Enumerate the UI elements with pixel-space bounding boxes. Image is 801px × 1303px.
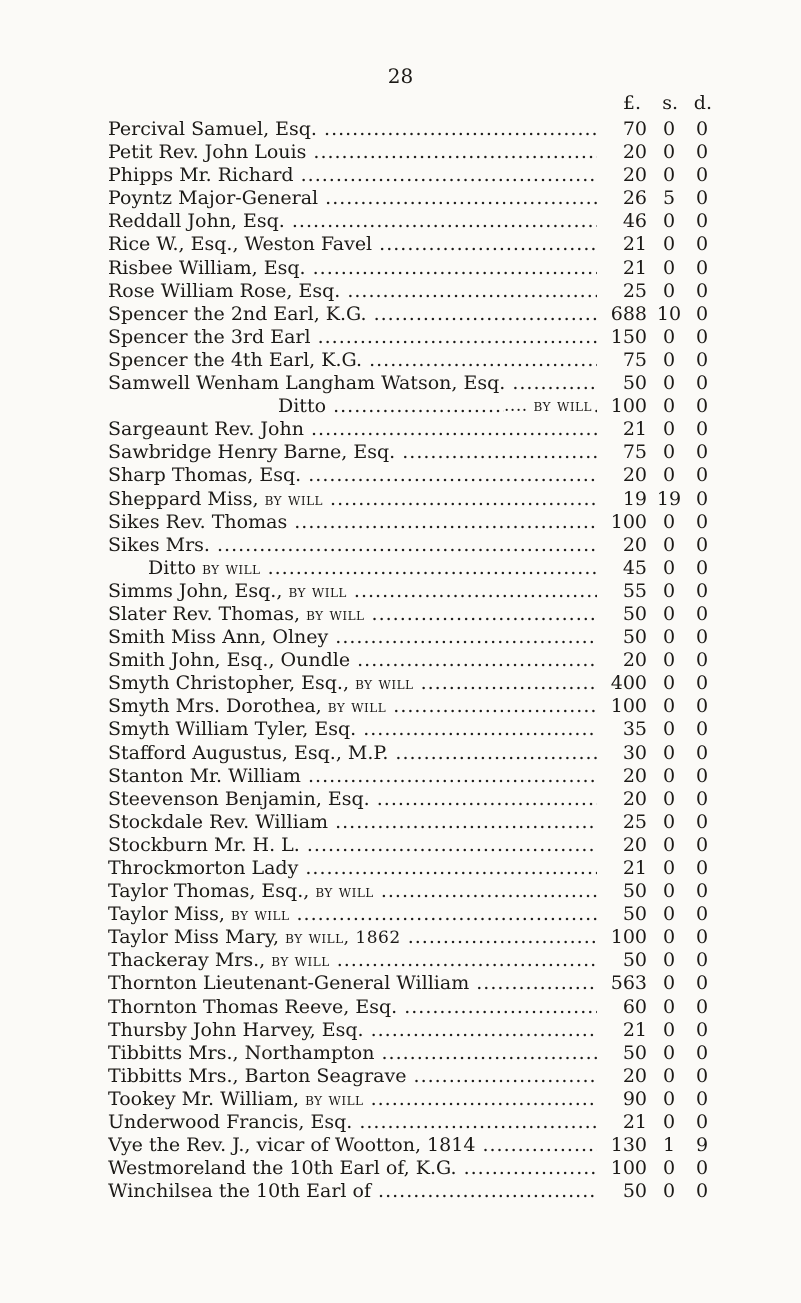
pounds-value: 20 (622, 1064, 647, 1087)
subscriber-name (108, 926, 597, 950)
subscriber-name (108, 557, 597, 581)
pounds-value: 21 (622, 1111, 647, 1134)
shillings-value: 0 (662, 718, 676, 741)
list-item (108, 349, 712, 372)
list-item (108, 926, 712, 949)
subscriber-name (108, 603, 597, 627)
pence-value: 0 (695, 487, 709, 510)
subscriber-name-text: Throckmorton Lady (108, 857, 299, 879)
list-item (108, 857, 712, 880)
shillings-value: 0 (662, 1064, 676, 1087)
pence-value: 0 (695, 256, 709, 279)
list-item (108, 534, 712, 557)
subscriber-name (108, 534, 597, 557)
list-item (108, 326, 712, 349)
pounds-value: 21 (622, 857, 647, 879)
pounds-value: 46 (622, 210, 647, 233)
subscriber-name-text: Spencer the 2nd Earl, K.G. (108, 302, 367, 325)
list-item (108, 164, 712, 187)
subscriber-name-text: Tookey Mr. William, (108, 1087, 300, 1110)
column-headers (108, 92, 712, 120)
shillings-value: 0 (662, 279, 676, 302)
subscriber-name-text: Spencer the 4th Earl, K.G. (108, 348, 363, 371)
pence-value: 0 (695, 164, 709, 187)
subscriber-name-text: Smyth Christopher, Esq., (108, 672, 350, 695)
pounds-value: 30 (622, 741, 647, 764)
list-item (108, 903, 712, 926)
list-item (108, 1180, 712, 1203)
list-item (108, 1088, 712, 1111)
pence-value: 0 (695, 1180, 709, 1203)
subscriber-name-text: Underwood Francis, Esq. (108, 1111, 353, 1134)
subscriber-name (108, 788, 597, 811)
list-item (108, 464, 712, 487)
pounds-value: 26 (622, 187, 647, 210)
list-item (108, 418, 712, 441)
pounds-value: 55 (622, 579, 647, 602)
pence-value: 0 (695, 995, 709, 1018)
subscriber-name (108, 1065, 597, 1088)
pence-value: 0 (695, 141, 709, 164)
subscriber-name (108, 118, 597, 141)
shillings-value: 0 (662, 556, 676, 579)
pence-value: 0 (695, 210, 709, 233)
shillings-value: 0 (662, 972, 676, 995)
pence-value: 0 (695, 118, 709, 140)
shillings-value: 0 (662, 256, 676, 279)
pounds-value: 75 (622, 348, 647, 371)
list-item (108, 603, 712, 626)
subscriber-name-text: Steevenson Benjamin, Esq. (108, 787, 370, 810)
list-item (108, 233, 712, 256)
subscriber-name (108, 972, 597, 995)
pence-value: 0 (695, 672, 709, 695)
subscriber-name (108, 326, 597, 349)
pence-value: 0 (695, 880, 709, 903)
list-item (108, 695, 712, 718)
shillings-value: 0 (662, 880, 676, 903)
subscriber-name (108, 164, 597, 187)
pounds-value: 45 (622, 556, 647, 579)
list-item (108, 949, 712, 972)
subscriber-name-text: Taylor Miss, (108, 903, 225, 926)
subscriber-name (108, 742, 597, 765)
subscriber-name (108, 718, 597, 741)
subscriber-name (108, 834, 597, 857)
list-item (108, 557, 712, 580)
list-item (108, 672, 712, 695)
shillings-value: 0 (662, 1087, 676, 1110)
pounds-value: 35 (622, 718, 647, 741)
shillings-value: 19 (656, 487, 682, 510)
shillings-value: 0 (662, 833, 676, 856)
pounds-value: 100 (610, 695, 647, 718)
pence-value: 0 (695, 441, 709, 464)
pence-value: 0 (695, 1111, 709, 1134)
subscriber-name (108, 880, 597, 904)
list-item (108, 1134, 712, 1157)
shillings-value: 0 (662, 741, 676, 764)
list-item (108, 303, 712, 326)
pence-value: 0 (695, 464, 709, 487)
pounds-value: 50 (622, 602, 647, 625)
pence-value: 0 (695, 579, 709, 602)
pence-header: d. (693, 92, 712, 114)
shillings-value: 0 (662, 926, 676, 949)
subscriber-name (108, 857, 597, 880)
pence-value: 0 (695, 903, 709, 926)
shillings-value: 0 (662, 118, 676, 140)
bequest-note: by will (202, 558, 261, 579)
shillings-value: 0 (662, 233, 676, 256)
pence-value: 0 (695, 418, 709, 441)
subscriber-name (108, 811, 597, 834)
shillings-value: 0 (662, 164, 676, 187)
list-item (108, 395, 712, 418)
bequest-note: .... by will (504, 395, 592, 418)
shillings-value: 10 (656, 302, 682, 325)
pounds-value: 25 (622, 279, 647, 302)
pounds-value: 20 (622, 787, 647, 810)
subscriber-name-text: Rose William Rose, Esq. (108, 279, 341, 302)
list-item (108, 1157, 712, 1180)
subscriber-name (108, 695, 597, 719)
list-item (108, 788, 712, 811)
subscriber-name-text: Tibbitts Mrs., Northampton (108, 1041, 375, 1064)
pounds-value: 19 (622, 487, 647, 510)
pounds-value: 100 (610, 926, 647, 949)
pounds-value: 50 (622, 372, 647, 395)
pence-value: 0 (695, 926, 709, 949)
subscriber-name-text: Petit Rev. John Louis (108, 141, 307, 164)
list-item (108, 765, 712, 788)
pence-value: 0 (695, 833, 709, 856)
shillings-value: 0 (662, 372, 676, 395)
subscriber-name-text: Winchilsea the 10th Earl of (108, 1180, 372, 1203)
pence-value: 0 (695, 233, 709, 256)
pounds-value: 20 (622, 164, 647, 187)
pounds-value: 130 (610, 1134, 647, 1157)
pounds-value: 563 (610, 972, 647, 995)
subscriber-name (108, 1180, 597, 1203)
subscriber-name (108, 672, 597, 696)
subscriber-name (108, 349, 597, 372)
list-item (108, 649, 712, 672)
shillings-value: 0 (662, 579, 676, 602)
pence-value: 0 (695, 372, 709, 395)
pounds-value: 50 (622, 880, 647, 903)
subscriber-list (108, 118, 712, 1203)
pounds-value: 100 (610, 510, 647, 533)
list-item (108, 441, 712, 464)
subscriber-name (108, 1111, 597, 1134)
subscriber-name-text: Smith Miss Ann, Olney (108, 626, 329, 649)
pence-value: 0 (695, 695, 709, 718)
subscriber-name-text: Reddall John, Esq. (108, 210, 285, 233)
list-item (108, 1065, 712, 1088)
subscriber-name-text: Rice W., Esq., Weston Favel (108, 233, 373, 256)
list-item (108, 187, 712, 210)
subscriber-name-text: Stanton Mr. William (108, 764, 301, 787)
pence-value: 0 (695, 857, 709, 879)
pence-value: 0 (695, 279, 709, 302)
subscriber-name (108, 580, 597, 604)
subscriber-name-text: Thornton Thomas Reeve, Esq. (108, 995, 398, 1018)
subscriber-name (108, 903, 597, 927)
bequest-note: by will (264, 489, 324, 510)
subscriber-name-text: Thursby John Harvey, Esq. (108, 1018, 364, 1041)
subscriber-name (108, 141, 597, 164)
subscriber-name-text: Taylor Thomas, Esq., (108, 880, 310, 903)
list-item (108, 811, 712, 834)
list-item (108, 972, 712, 995)
shillings-value: 0 (662, 649, 676, 672)
bequest-note: by will, 1862 (285, 928, 401, 949)
subscriber-name (108, 441, 597, 464)
subscriber-name (108, 464, 597, 487)
pence-value: 9 (695, 1134, 709, 1157)
shillings-value: 0 (662, 1180, 676, 1203)
shillings-value: 0 (662, 764, 676, 787)
bequest-note: by will (231, 905, 290, 926)
pounds-value: 60 (622, 995, 647, 1018)
subscriber-name (108, 626, 597, 649)
pence-value: 0 (695, 395, 709, 418)
pounds-value: 21 (622, 256, 647, 279)
shillings-value: 0 (662, 1111, 676, 1134)
pounds-value: 90 (622, 1087, 647, 1110)
pounds-value: 70 (622, 118, 647, 140)
pence-value: 0 (695, 764, 709, 787)
pounds-value: 688 (610, 302, 647, 325)
list-item (108, 834, 712, 857)
subscriber-name-text: Spencer the 3rd Earl (108, 325, 311, 348)
list-item (108, 880, 712, 903)
subscriber-name-text: Smyth William Tyler, Esq. (108, 718, 357, 741)
subscriber-name (108, 418, 597, 441)
shillings-value: 5 (662, 187, 676, 210)
pounds-header: £. (622, 92, 641, 114)
pounds-value: 50 (622, 626, 647, 649)
subscriber-name-text: Phipps Mr. Richard (108, 164, 294, 187)
shillings-value: 0 (662, 903, 676, 926)
subscriber-name-text: Vye the Rev. J., vicar of Wootton, 1814 (108, 1134, 476, 1157)
shillings-value: 0 (662, 787, 676, 810)
list-item (108, 280, 712, 303)
pence-value: 0 (695, 810, 709, 833)
pounds-value: 20 (622, 464, 647, 487)
subscriber-name (108, 1019, 597, 1042)
shillings-value: 0 (662, 395, 676, 418)
pounds-value: 50 (622, 903, 647, 926)
subscriber-name (108, 1088, 597, 1112)
pence-value: 0 (695, 649, 709, 672)
shillings-value: 0 (662, 602, 676, 625)
list-item (108, 1042, 712, 1065)
page-number: 28 (387, 64, 414, 88)
bequest-note: by will (327, 697, 387, 718)
list-item (108, 118, 712, 141)
pence-value: 0 (695, 1064, 709, 1087)
shillings-value: 0 (662, 210, 676, 233)
pence-value: 0 (695, 602, 709, 625)
shillings-value: 0 (662, 325, 676, 348)
subscriber-name-text: Samwell Wenham Langham Watson, Esq. (108, 372, 506, 395)
pence-value: 0 (695, 302, 709, 325)
bequest-note: by will (271, 951, 330, 972)
subscriber-name-text: Slater Rev. Thomas, (108, 602, 301, 625)
list-item (108, 1019, 712, 1042)
pounds-value: 21 (622, 233, 647, 256)
pounds-value: 20 (622, 833, 647, 856)
list-item (108, 372, 712, 395)
shillings-value: 0 (662, 441, 676, 464)
shillings-value: 0 (662, 141, 676, 164)
shillings-value: 0 (662, 995, 676, 1018)
subscriber-name (108, 1134, 597, 1157)
subscriber-name-text: Smyth Mrs. Dorothea, (108, 695, 322, 718)
pence-value: 0 (695, 718, 709, 741)
pounds-value: 20 (622, 649, 647, 672)
subscriber-name (108, 257, 597, 280)
pounds-value: 50 (622, 949, 647, 972)
subscriber-name-text: Stafford Augustus, Esq., M.P. (108, 741, 389, 764)
pence-value: 0 (695, 972, 709, 995)
list-item (108, 626, 712, 649)
subscriber-name-text: Thackeray Mrs., (108, 949, 266, 972)
subscriber-name (108, 488, 597, 512)
subscriber-name (108, 303, 597, 326)
subscriber-name (108, 649, 597, 672)
shillings-header: s. (662, 92, 678, 114)
subscriber-name (108, 511, 597, 534)
pounds-value: 75 (622, 441, 647, 464)
shillings-value: 0 (662, 672, 676, 695)
shillings-value: 0 (662, 949, 676, 972)
pence-value: 0 (695, 741, 709, 764)
subscriber-name-text: Tibbitts Mrs., Barton Seagrave (108, 1064, 407, 1087)
subscriber-name (108, 765, 597, 788)
bequest-note: by will (288, 581, 347, 602)
pence-value: 0 (695, 510, 709, 533)
pence-value: 0 (695, 1041, 709, 1064)
subscriber-name (108, 187, 597, 210)
pence-value: 0 (695, 626, 709, 649)
subscriber-name-text: Taylor Miss Mary, (108, 926, 280, 949)
shillings-value: 0 (662, 418, 676, 441)
subscriber-name (108, 210, 597, 233)
pence-value: 0 (695, 556, 709, 579)
shillings-value: 0 (662, 510, 676, 533)
subscriber-name-text: Percival Samuel, Esq. (108, 118, 317, 140)
subscriber-name (108, 1042, 597, 1065)
shillings-value: 0 (662, 1018, 676, 1041)
subscriber-name-text: Westmoreland the 10th Earl of, K.G. (108, 1157, 457, 1180)
shillings-value: 0 (662, 464, 676, 487)
subscriber-name-text: Sharp Thomas, Esq. (108, 464, 302, 487)
subscriber-name-text: Sargeaunt Rev. John (108, 418, 304, 441)
shillings-value: 0 (662, 1041, 676, 1064)
list-item (108, 141, 712, 164)
subscriber-name (108, 280, 597, 303)
subscriber-name-text: Smith John, Esq., Oundle (108, 649, 351, 672)
subscriber-name-text: Sikes Mrs. (108, 533, 210, 556)
pence-value: 0 (695, 1157, 709, 1180)
bequest-note: by will (355, 674, 414, 695)
pence-value: 0 (695, 1087, 709, 1110)
pounds-value: 150 (610, 325, 647, 348)
subscriber-name (108, 372, 597, 395)
subscriber-name-text: Poyntz Major-General (108, 187, 319, 210)
pounds-value: 100 (610, 395, 647, 418)
subscriber-name-text: Sawbridge Henry Barne, Esq. (108, 441, 396, 464)
list-item (108, 996, 712, 1019)
bequest-note: by will (305, 1089, 364, 1110)
pounds-value: 20 (622, 533, 647, 556)
subscriber-name-text: Stockburn Mr. H. L. (108, 833, 300, 856)
shillings-value: 0 (662, 348, 676, 371)
shillings-value: 0 (662, 1157, 676, 1180)
subscriber-name (108, 1157, 597, 1180)
pence-value: 0 (695, 787, 709, 810)
shillings-value: 0 (662, 626, 676, 649)
pounds-value: 50 (622, 1180, 647, 1203)
pounds-value: 21 (622, 418, 647, 441)
list-item (108, 488, 712, 511)
pence-value: 0 (695, 348, 709, 371)
list-item (108, 1111, 712, 1134)
bequest-note: by will (315, 882, 374, 903)
shillings-value: 0 (662, 857, 676, 879)
pence-value: 0 (695, 949, 709, 972)
shillings-value: 1 (662, 1134, 676, 1157)
pounds-value: 20 (622, 141, 647, 164)
subscriber-name (108, 233, 597, 256)
pounds-value: 21 (622, 1018, 647, 1041)
subscriber-name (108, 996, 597, 1019)
list-item (108, 742, 712, 765)
pence-value: 0 (695, 1018, 709, 1041)
subscriber-name-text: Sheppard Miss, (108, 487, 259, 510)
list-item (108, 257, 712, 280)
subscriber-name-text: Stockdale Rev. William (108, 810, 329, 833)
subscriber-name-text: Risbee William, Esq. (108, 256, 306, 279)
subscriber-name-text: Ditto (108, 395, 326, 417)
subscriber-name-text: Simms John, Esq., (108, 579, 283, 602)
pounds-value: 50 (622, 1041, 647, 1064)
pence-value: 0 (695, 187, 709, 210)
subscriber-name-text: Thornton Lieutenant-General William (108, 972, 470, 995)
pence-value: 0 (695, 533, 709, 556)
shillings-value: 0 (662, 695, 676, 718)
pounds-value: 20 (622, 764, 647, 787)
subscriber-name-text: Ditto (148, 556, 197, 579)
list-item (108, 718, 712, 741)
list-item (108, 210, 712, 233)
subscriber-name-text: Sikes Rev. Thomas (108, 510, 288, 533)
bequest-note: by will (306, 604, 365, 625)
subscriber-name (108, 949, 597, 973)
pounds-value: 25 (622, 810, 647, 833)
pence-value: 0 (695, 325, 709, 348)
pounds-value: 100 (610, 1157, 647, 1180)
list-item (108, 511, 712, 534)
pounds-value: 400 (610, 672, 647, 695)
shillings-value: 0 (662, 810, 676, 833)
list-item (108, 580, 712, 603)
shillings-value: 0 (662, 533, 676, 556)
